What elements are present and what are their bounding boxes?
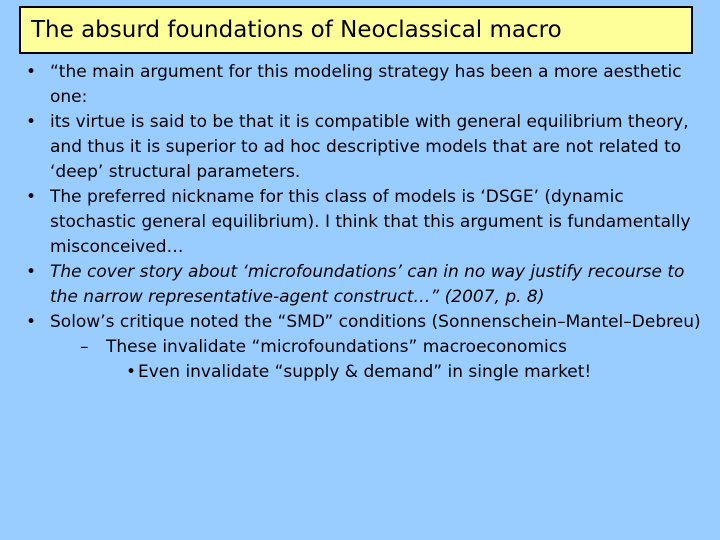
bullet-item-5 (24, 310, 714, 385)
bullet-icon: • (126, 362, 137, 382)
sub-bullet-list (76, 335, 714, 385)
sub-sub-bullet-list (126, 360, 714, 385)
sub-sub-bullet-text: Even invalidate “supply & demand” in single market! (138, 362, 592, 382)
bullet-item-1 (24, 60, 714, 110)
title-box (19, 6, 693, 54)
bullet-text-2: its virtue is said to be that it is compatible with general equilibrium theory, and thus it is superior to ad hoc descriptive models that are not related to ‘deep’ structural parameters. (50, 112, 689, 182)
bullet-text-1: “the main argument for this modeling strategy has been a more aesthetic one: (50, 62, 682, 107)
slide-content (24, 60, 714, 385)
bullet-item-3 (24, 185, 714, 260)
bullet-icon: • (26, 112, 37, 132)
sub-sub-bullet-item (126, 360, 714, 385)
bullet-icon: • (26, 262, 37, 282)
slide-title: The absurd foundations of Neoclassical macro (31, 17, 562, 43)
bullet-item-4 (24, 260, 714, 310)
bullet-text-5: Solow’s critique noted the “SMD” conditions (Sonnenschein–Mantel–Debreu) (50, 312, 701, 332)
bullet-icon: • (26, 187, 37, 207)
bullet-text-4: The cover story about ‘microfoundations’ can in no way justify recourse to the narrow representative-agent construct…” (2007, p. 8) (50, 262, 685, 307)
dash-icon: – (80, 337, 89, 357)
sub-bullet-item (76, 335, 714, 385)
bullet-icon: • (26, 312, 37, 332)
bullet-item-2 (24, 110, 714, 185)
bullet-list (24, 60, 714, 385)
bullet-text-3: The preferred nickname for this class of models is ‘DSGE’ (dynamic stochastic general equilibrium). I think that this argument is fundamentally misconceived… (50, 187, 691, 257)
sub-bullet-text: These invalidate “microfoundations” macroeconomics (106, 337, 567, 357)
bullet-icon: • (26, 62, 37, 82)
